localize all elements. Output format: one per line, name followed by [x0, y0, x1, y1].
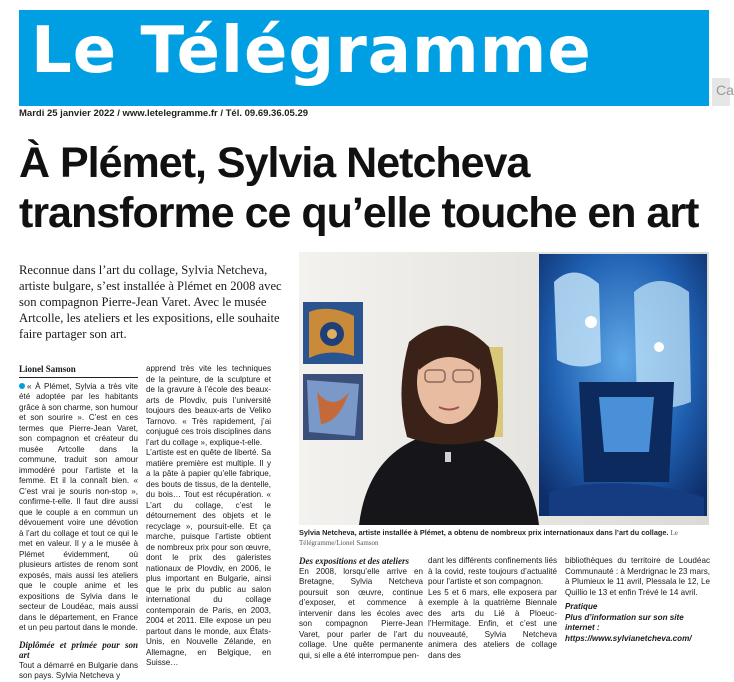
bullet-dot-icon	[19, 383, 25, 389]
small-artwork-1	[303, 302, 363, 364]
masthead-banner	[19, 10, 709, 106]
masthead-title: Le Télégramme	[31, 14, 592, 88]
small-artwork-2	[303, 374, 363, 440]
caption-text: Sylvia Netcheva, artiste installée à Plémet, a obtenu de nombreux prix internationaux dans l’art du collage.	[299, 528, 669, 537]
artist-photo-illustration	[299, 252, 709, 525]
subhead-expositions: Des expositions et des ateliers	[299, 556, 409, 566]
column-1-paragraph-2: Tout a démarré en Bulgarie dans son pays. Sylvia Netcheva y	[19, 660, 138, 680]
headline-line-2: transforme ce qu’elle touche en art	[19, 189, 699, 237]
photo-caption	[299, 528, 710, 548]
side-tab	[712, 78, 734, 106]
column-1-paragraph: « À Plémet, Sylvia a très vite été adoptée par les habitants grâce à son charme, son humour et son sourire ». C’est en ces termes que Pierre-Jean Varet, son compagnon et créateur du musée Artcolle dans la commune, traduit son amour immodéré pour l’artiste et la femme. Et il la connaît bien. « C’est vrai je souris non-stop », confirme-t-elle. Il faut dire aussi que le couple a en commun un dévouement voire une dévotion à l’art du collage et tout ce qui le met en valeur. Il y a le musée à Plémet évidemment, où plusieurs artistes de renom sont exposés, mais aussi les ateliers que le couple anime et les expositions de Sylvia dans le secteur de Loudéac, mais aussi dans le département, en France et un peu partout dans le monde.	[19, 381, 138, 632]
column-5-paragraph: bibliothèques du territoire de Loudéac Communauté : à Merdrignac le 23 mars, à Plumieux le 11 avril, Plessala le 12, Le Quillio le 13 et enfin Trévé le 14 avril.	[565, 556, 710, 597]
column-4-paragraph-2: Les 5 et 6 mars, elle exposera par exemple à la quatrième Biennale des arts du Lié à Ploeuc-l’Hermitage. Enfin, et c’est une nouveauté, Sylvia Netcheva animera des ateliers de collage dans des	[428, 587, 557, 660]
pratique-text: Plus d’information sur son site internet : https://www.sylvianetcheva.com/	[565, 612, 692, 643]
pratique-title: Pratique	[565, 602, 598, 611]
column-4-paragraph-1: dant les différents confinements liés à la covid, reste toujours d’actualité pour l’artiste et son compagnon.	[428, 556, 557, 586]
subhead-diplomee: Diplômée et primée pour son art	[19, 639, 138, 660]
column-2-paragraph-1: apprend très vite les techniques de la peinture, de la sculpture et de la gravure à l’école des beaux-arts de Plovdiv, puis l’université toujours des beaux-arts de Veliko Tarnovo. « Très rapidement, j’ai conjugué ces trois disciplines dans l’art du collage », explique-t-elle.	[146, 364, 271, 447]
dateline: Mardi 25 janvier 2022 / www.letelegramme.fr / Tél. 09.69.36.05.29	[19, 108, 309, 119]
lead-paragraph: Reconnue dans l’art du collage, Sylvia Netcheva, artiste bulgare, s’est installée à Plémet en 2008 avec son compagnon Pierre-Jean Varet. Avec le musée Artcolle, les ateliers et les expositions, elle souhaite faire partager son art.	[19, 263, 282, 341]
article-column-5	[565, 556, 710, 644]
article-column-3	[299, 556, 423, 661]
side-tab-text: Ca	[716, 82, 734, 98]
byline: Lionel Samson	[19, 364, 138, 378]
headline	[19, 138, 719, 238]
column-3-paragraph: En 2008, lorsqu’elle arrive en Bretagne, Sylvia Netcheva poursuit son œuvre, continue d’exposer, et commence à intervenir dans les écoles avec son compagnon Pierre-Jean Varet, pour parler de l’art du collage. Une quête permanente qui, si elle a été interrompue pen-	[299, 566, 423, 660]
article-column-4	[428, 556, 557, 661]
article-photo	[299, 252, 709, 525]
article-column-2	[146, 364, 271, 669]
large-artwork	[539, 254, 707, 516]
article-column-1	[19, 364, 138, 682]
photo-credit: Le Télégramme/Lionel Samson	[299, 529, 678, 547]
column-2-paragraph-2: L’artiste est en quête de liberté. Sa matière première est multiple. Il y a la pâte à papier qu’elle fabrique, des bouts de tissus, de la dentelle, du bois… Tout est récupération. « L’art du collage, c’est le détournement des objets et le recyclage », poursuit-elle. Et ça marche, puisque l’artiste obtient de nombreux prix pour son œuvre, dont le prix des galeristes nationaux de Plovdiv, en 2006, le plus important en Bulgarie, ainsi que le prix du public au salon international du collage contemporain de Paris, en 2003, 2004 et 2011. Elle expose un peu partout dans le monde, aux États-Unis, en Nouvelle Zélande, en Allemagne, en Belgique, en Suisse…	[146, 448, 271, 667]
headline-line-1: À Plémet, Sylvia Netcheva	[19, 139, 530, 187]
